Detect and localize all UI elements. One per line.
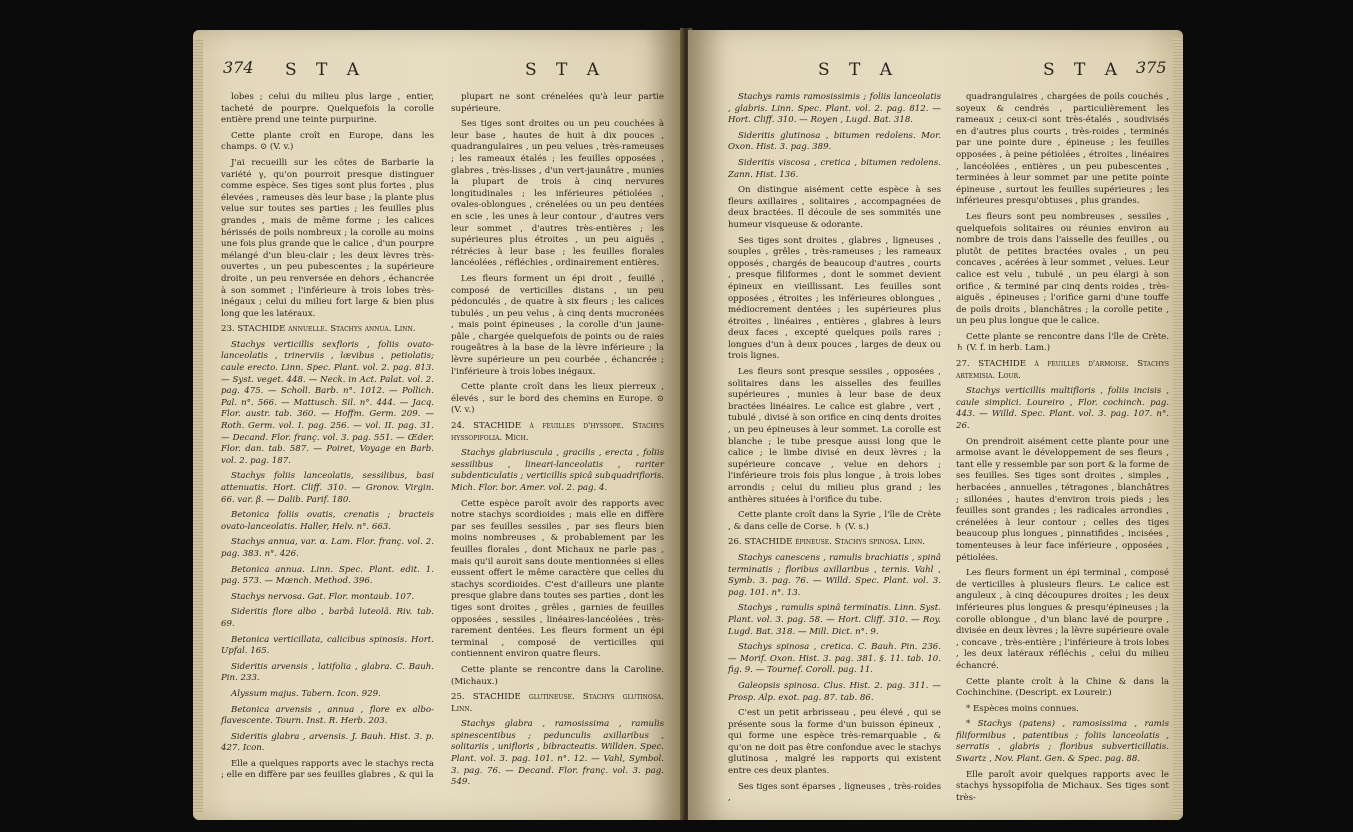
paragraph: Elle paroît avoir quelques rapports avec le stachys hyssopifolia de Michaux. Ses tiges sont très- (956, 769, 1169, 803)
right-page (688, 30, 1183, 820)
paragraph: Alyssum majus. Tabern. Icon. 929. (231, 688, 381, 699)
paragraph: 23. STACHIDE annuelle. Stachys annua. Linn. (221, 324, 416, 335)
paragraph: Ses tiges sont éparses , ligneuses , très-roides , (728, 781, 941, 804)
paragraph: lobes ; celui du milieu plus large , entier, tacheté de pourpre. Quelquefois la corolle entière prend une teinte purpurine. (221, 92, 434, 126)
paragraph: Stachys spinosa , cretica. C. Bauh. Pin. 236. — Morif. Oxon. Hist. 3. pag. 381. §. 11. tab. 10. fig. 9. — Tournef. Coroll. pag. 11. (728, 642, 941, 676)
paragraph: Stachys , ramulis spinâ terminatis. Linn. Syst. Plant. vol. 3. pag. 58. — Hort. Cliff. 310. — Roy. Lugd. Bat. 318. — Mill. Dict. n°. 9. (728, 603, 941, 637)
paragraph: C'est un petit arbrisseau , peu élevé , qui se présente sous la forme d'un buisson épineux , qui forme une espèce très-remarquable , & qu'on ne doit pas être confondue avec le stachys glutinosa , malgré les rapports qui existent entre ces deux plantes. (728, 708, 941, 777)
paragraph: Galeopsis spinosa. Clus. Hist. 2. pag. 311. — Prosp. Alp. exot. pag. 87. tab. 86. (728, 680, 941, 703)
paragraph: Sideritis arvensis , latifolia , glabra. C. Bauh. Pin. 233. (221, 661, 434, 684)
paragraph: Stachys verticillis multifloris , foliis incisis , caule simplici. Loureiro , Flor. cochinch. pag. 443. — Willd. Spec. Plant. vol. 3. pag. 107. n°. 26. (956, 386, 1169, 432)
paragraph: Cette plante se rencontre dans l'île de Crète. ♄ (V. f. in herb. Lam.) (956, 331, 1169, 354)
paragraph: Stachys canescens , ramulis brachiatis , spinâ terminatis ; floribus axillaribus , ternis. Vahl , Symb. 3. pag. 76. — Willd. Spec. Plant. vol. 3. pag. 101. n°. 13. (728, 552, 941, 598)
paragraph: Ses tiges sont droites , glabres , ligneuses , souples , grêles , très-rameuses ; les rameaux opposés , chargés de beaucoup d'autres , courts , presque filiformes , dont le sommet devient épineux en vieillissant. Les feuilles sont opposées , étroites ; les inférieures oblongues , médiocrement dentées ; les supérieures plus étroites , linéaires , entières , glabres à leurs deux faces , excepté quelques poils rares ; longues d'un à deux pouces , larges de deux ou trois lignes. (728, 235, 941, 362)
page-number-right: 375 (1136, 58, 1167, 77)
page-number-left: 374 (223, 58, 254, 77)
left-page-edge (193, 38, 203, 814)
paragraph: Betonica annua. Linn. Spec. Plant. edit. 1. pag. 573. — Mœnch. Method. 396. (221, 564, 434, 587)
paragraph: Stachys annua, var. α. Lam. Flor. franç. vol. 2. pag. 383. n°. 426. (221, 537, 434, 559)
running-header-right-2: S T A (1043, 60, 1125, 80)
right-page-column-1 (728, 92, 941, 809)
paragraph: Sideritis glabra , arvensis. J. Bauh. Hist. 3. p. 427. Icon. (221, 731, 434, 754)
paragraph: Sideritis flore albo , barbâ luteolâ. Riv. tab. 69. (221, 607, 434, 629)
paragraph: Cette plante croît dans la Syrie , l'île de Crète , & dans celle de Corse. ♄ (V. s.) (728, 510, 941, 532)
running-header-right-1: S T A (818, 60, 900, 80)
paragraph: Betonica verticillata, calicibus spinosis. Hort. Upfal. 165. (221, 634, 434, 657)
paragraph: 27. STACHIDE à feuilles d'armoise. Stachys artemisia. Lour. (956, 359, 1169, 381)
paragraph: plupart ne sont crénelées qu'à leur partie supérieure. (451, 92, 664, 114)
paragraph: Cette espèce paroît avoir des rapports avec notre stachys scordioides ; mais elle en diffère par ses feuilles sessiles , par ses fleurs bien moins nombreuses , & probablement par les feuilles florales , dont Michaux ne parle pas , mais qu'il auroit sans doute mentionnées si elles eussent offert le même caractère que celles du stachys scordioides. C'est d'ailleurs une plante presque glabre dans toutes ses parties , dont les tiges sont droites , grêles , garnies de feuilles opposées , sessiles , linéaires-lancéolées , très-rarement dentées. Les fleurs forment un épi terminal , composé de verticilles qui contiennent environ quatre fleurs. (451, 498, 664, 660)
paragraph: Cette plante croît à la Chine & dans la Cochinchine. (Descript. ex Loureir.) (956, 676, 1169, 699)
paragraph: 25. STACHIDE glutineuse. Stachys glutinosa. Linn. (451, 692, 664, 714)
paragraph: Betonica arvensis , annua , flore ex albo-flavescente. Tourn. Inst. R. Herb. 203. (221, 704, 434, 727)
running-header-left-2: S T A (525, 60, 607, 80)
paragraph: Sideritis viscosa , cretica , bitumen redolens. Zann. Hist. 136. (728, 157, 941, 180)
paragraph: Ses tiges sont droites ou un peu couchées à leur base , hautes de huit à dix pouces , quadrangulaires , un peu velues , très-rameuses ; les rameaux étalés ; les feuilles opposées , glabres , très-lisses , d'un vert-jaunâtre , munies la plupart de trois à cinq nervures longitudinales ; les inférieures pétiolées , ovales-oblongues , crénelées ou un peu dentées en scie , les unes à leur contour , d'autres vers leur sommet , d'autres très-entières ; les supérieures plus étroites , un peu aiguës , rétrécies à leur base ; les feuilles florales lancéolées , réfléchies , ordinairement entières. (451, 119, 664, 269)
paragraph: Les fleurs sont peu nombreuses , sessiles , quelquefois solitaires ou réunies environ au nombre de trois dans l'aisselle des feuilles , ou plutôt de petites bractées ovales , un peu concaves , acérées à leur sommet , velues. Leur calice est velu , tubulé , un peu élargi à son orifice , & terminé par cinq dents roides , très-aiguës , épineuses ; l'orifice garni d'une touffe de poils droits , blanchâtres ; la corolle petite , un peu plus longue que le calice. (956, 211, 1169, 327)
paragraph: Stachys glabra , ramosissima , ramulis spinescentibus ; pedunculis axillaribus , solitariis , unifloris , bibracteatis. Willden. Spec. Plant. vol. 3. pag. 101. n°. 12. — Vahl, Symbol. 3. pag. 76. — Decand. Flor. franç. vol. 3. pag. 549. (451, 719, 664, 788)
paragraph: Cette plante se rencontre dans la Caroline. (Michaux.) (451, 664, 664, 687)
paragraph: Stachys verticillis sexfloris , foliis ovato-lanceolatis , trinerviis , lævibus , petiolatis; caule erecto. Linn. Spec. Plant. vol. 2. pag. 813. — Syst. veget. 448. — Neck. in Act. Palat. vol. 2. pag. 475. — Scholl. Barb. n°. 1012. — Pollich. Pal. n°. 566. — Mattusch. Sil. n°. 444. — Jacq. Flor. austr. tab. 360. — Hoffm. Germ. 209. — Roth. Germ. vol. I. pag. 256. — vol. II. pag. 31. — Decand. Flor. franç. vol. 3. pag. 551. — Œder. Flor. dan. tab. 587. — Poiret, Voyage en Barb. vol. 2. pag. 187. (221, 339, 434, 466)
paragraph: 26. STACHIDE épineuse. Stachys spinosa. Linn. (728, 537, 925, 548)
left-page-column-2 (451, 92, 664, 793)
left-page-column-1 (221, 92, 434, 786)
left-page (193, 30, 683, 820)
paragraph: J'ai recueilli sur les côtes de Barbarie la variété γ, qu'on pourroit presque distinguer comme espèce. Ses tiges sont plus fortes , plus élevées , rameuses dès leur base ; la plante plus velue sur toutes ses parties ; les feuilles plus grandes , mais de même forme ; les calices hérissés de poils nombreux ; la corolle au moins une fois plus grande que le calice , d'un pourpre mélangé d'un bleu-clair ; les deux lèvres très-ouvertes , un peu pubescentes ; la supérieure droite , un peu renversée en dehors , échancrée à son sommet ; l'inférieure à trois lobes très-inégaux ; celui du milieu fort large & bien plus long que les latéraux. (221, 157, 434, 319)
open-book (183, 18, 1192, 826)
paragraph: Les fleurs forment un épi terminal , composé de verticilles à plusieurs fleurs. Le calice est anguleux , à cinq découpures droites ; les deux inférieures plus longues & presqu'épineuses ; la corolle oblongue , d'un blanc lavé de pourpre , divisée en deux lèvres ; la lèvre supérieure ovale , concave , très-entière ; l'inférieure à trois lobes , les deux latéraux réfléchis , celui du milieu échancré. (956, 568, 1170, 671)
paragraph: Betonica foliis ovatis, crenatis ; bracteis ovato-lanceolatis. Haller, Helv. n°. 663. (221, 510, 434, 532)
paragraph: On prendroit aisément cette plante pour une armoise avant le développement de ses fleurs , tant elle y ressemble par son port & la forme de ses feuilles. Ses tiges sont droites , simples , herbacées , annuelles , tétragones , blanchâtres ; sillonées , hautes d'environ trois pieds ; les feuilles sont grandes ; les radicales arrondies , crénelées à leur contour ; celles des tiges beaucoup plus longues , pinnatifides , incisées , tomenteuses à leur face inférieure , opposées , pétiolées. (956, 436, 1169, 563)
paragraph: Les fleurs forment un épi droit , feuillé , composé de verticilles distans , un peu pédonculés , de quatre à six fleurs ; les calices tubulés , un peu velus , à cinq dents mucronées , mais point épineuses , la corolle d'un jaune-pâle , chargée quelquefois de points ou de raies rougeâtres à la base de la lèvre inférieure ; la lèvre supérieure un peu courbée , échancrée ; l'inférieure à trois lobes inégaux. (451, 273, 664, 377)
right-page-edge (1173, 38, 1183, 814)
paragraph: * Stachys (patens) , ramosissima , ramis filiformibus , patentibus ; foliis lanceolatis , serratis , glabris ; floribus subverticillatis. Swartz , Nov. Plant. Gen. & Spec. pag. 88. (956, 719, 1169, 765)
paragraph: Stachys glabriuscula , gracilis , erecta , foliis sessilibus , lineari-lanceolatis , rariter subdenticulatis ; verticillis spicâ subquadrifloris. Mich. Flor. bor. Amer. vol. 2. pag. 4. (451, 448, 664, 493)
paragraph: * Espèces moins connues. (966, 703, 1079, 714)
paragraph: On distingue aisément cette espèce à ses fleurs axillaires , solitaires , accompagnées de deux bractées. Il découle de ses sommités une humeur visqueuse & odorante. (728, 185, 941, 230)
paragraph: quadrangulaires , chargées de poils couchés , soyeux & cendrés , particulièrement les rameaux ; ceux-ci sont très-étalés , soudivisés en d'autres plus courts , très-roides , terminés par une pointe dure , épineuse ; les feuilles opposées , à peine pétiolées , étroites , linéaires , lancéolées , entières , un peu pubescentes , terminées à leur sommet par une petite pointe épineuse , surtout les feuilles supérieures ; les inférieures presqu'obtuses , plus grandes. (956, 92, 1169, 207)
running-header-left-1: S T A (285, 60, 367, 80)
paragraph: Cette plante croît en Europe, dans les champs. ⊙ (V. v.) (221, 130, 434, 153)
right-page-column-2 (956, 92, 1169, 808)
paragraph: Les fleurs sont presque sessiles , opposées , solitaires dans les aisselles des feuilles supérieures , munies à leur base de deux bractées linéaires. Le calice est glabre , vert , tubulé , divisé à son orifice en cinq dents droites , un peu épineuses à leur sommet. La corolle est blanche ; le tube presque aussi long que le calice ; le limbe divisé en deux lèvres ; la supérieure concave , velue en dehors ; l'inférieure trois fois plus longue , à trois lobes arrondis ; celui du milieu plus grand ; les anthères situées à l'orifice du tube. (728, 367, 941, 505)
paragraph: Stachys ramis ramosissimis ; foliis lanceolatis , glabris. Linn. Spec. Plant. vol. 2. pag. 812. — Hort. Cliff. 310. — Royen , Lugd. Bat. 318. (728, 92, 941, 126)
paragraph: Elle a quelques rapports avec le stachys recta ; elle en diffère par ses feuilles glabres , & qui la (221, 758, 434, 781)
paragraph: Stachys foliis lanceolatis, sessilibus, basi attenuatis. Hort. Cliff. 310. — Gronov. Virgin. 66. var. β. — Dalib. Parif. 180. (221, 471, 434, 505)
paragraph: 24. STACHIDE à feuilles d'hyssope. Stachys hyssopifolia. Mich. (451, 421, 664, 443)
paragraph: Cette plante croît dans les lieux pierreux , élevés , sur le bord des chemins en Europe. ⊙ (V. v.) (451, 382, 664, 416)
paragraph: Sideritis glutinosa , bitumen redolens. Mor. Oxon. Hist. 3. pag. 389. (728, 130, 941, 153)
paragraph: Stachys nervosa. Gat. Flor. montaub. 107. (231, 591, 415, 602)
